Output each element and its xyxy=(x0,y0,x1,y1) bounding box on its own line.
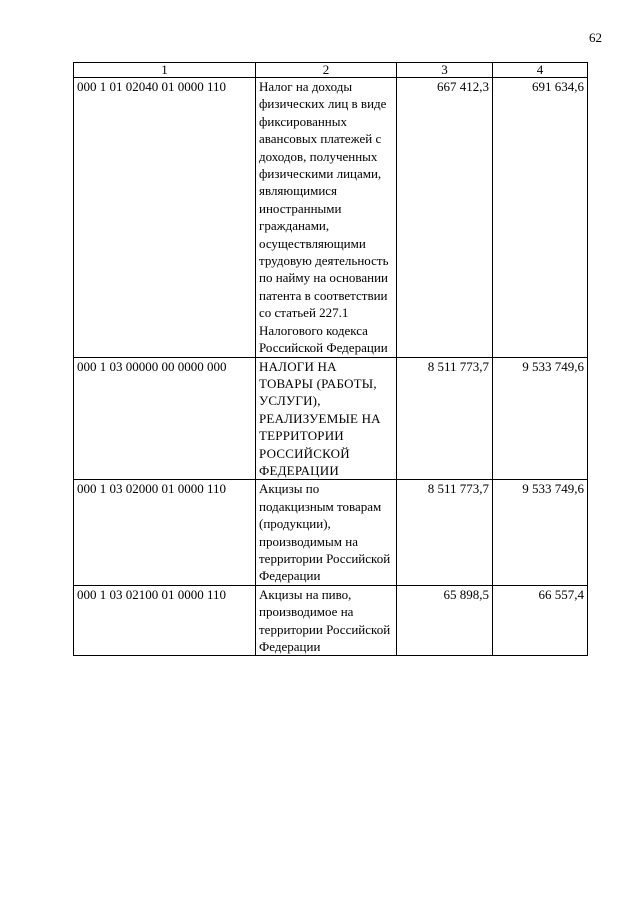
income-name-cell: НАЛОГИ НА ТОВАРЫ (РАБОТЫ, УСЛУГИ), РЕАЛИЗУЕМЫЕ НА ТЕРРИТОРИИ РОССИЙСКОЙ ФЕДЕРАЦИИ xyxy=(256,357,397,480)
table-row xyxy=(74,480,588,585)
budget-code-cell: 000 1 03 00000 00 0000 000 xyxy=(74,357,256,480)
amount-column-4-cell: 9 533 749,6 xyxy=(493,480,588,585)
budget-revenue-table xyxy=(73,62,588,656)
column-header-2: 2 xyxy=(256,63,397,78)
amount-column-4-cell: 9 533 749,6 xyxy=(493,357,588,480)
budget-code-cell: 000 1 03 02100 01 0000 110 xyxy=(74,585,256,656)
budget-code-cell: 000 1 01 02040 01 0000 110 xyxy=(74,78,256,358)
amount-column-4-cell: 691 634,6 xyxy=(493,78,588,358)
page-number: 62 xyxy=(589,30,602,45)
column-header-4: 4 xyxy=(493,63,588,78)
budget-code-cell: 000 1 03 02000 01 0000 110 xyxy=(74,480,256,585)
income-name-cell: Налог на доходы физических лиц в виде фиксированных авансовых платежей с доходов, полученных физическими лицами, являющимися иностранными гражданами, осуществляющими трудовую деятельность по найму на основании патента в соответствии со статьей 227.1 Налогового кодекса Российской Федерации xyxy=(256,78,397,358)
amount-column-3-cell: 8 511 773,7 xyxy=(397,357,493,480)
table-row xyxy=(74,585,588,656)
amount-column-3-cell: 8 511 773,7 xyxy=(397,480,493,585)
amount-column-3-cell: 65 898,5 xyxy=(397,585,493,656)
column-header-3: 3 xyxy=(397,63,493,78)
column-header-1: 1 xyxy=(74,63,256,78)
table-row xyxy=(74,78,588,358)
table-header-row xyxy=(74,63,588,78)
amount-column-4-cell: 66 557,4 xyxy=(493,585,588,656)
income-name-cell: Акцизы на пиво, производимое на территории Российской Федерации xyxy=(256,585,397,656)
income-name-cell: Акцизы по подакцизным товарам (продукции), производимым на территории Российской Федерации xyxy=(256,480,397,585)
amount-column-3-cell: 667 412,3 xyxy=(397,78,493,358)
table-row xyxy=(74,357,588,480)
